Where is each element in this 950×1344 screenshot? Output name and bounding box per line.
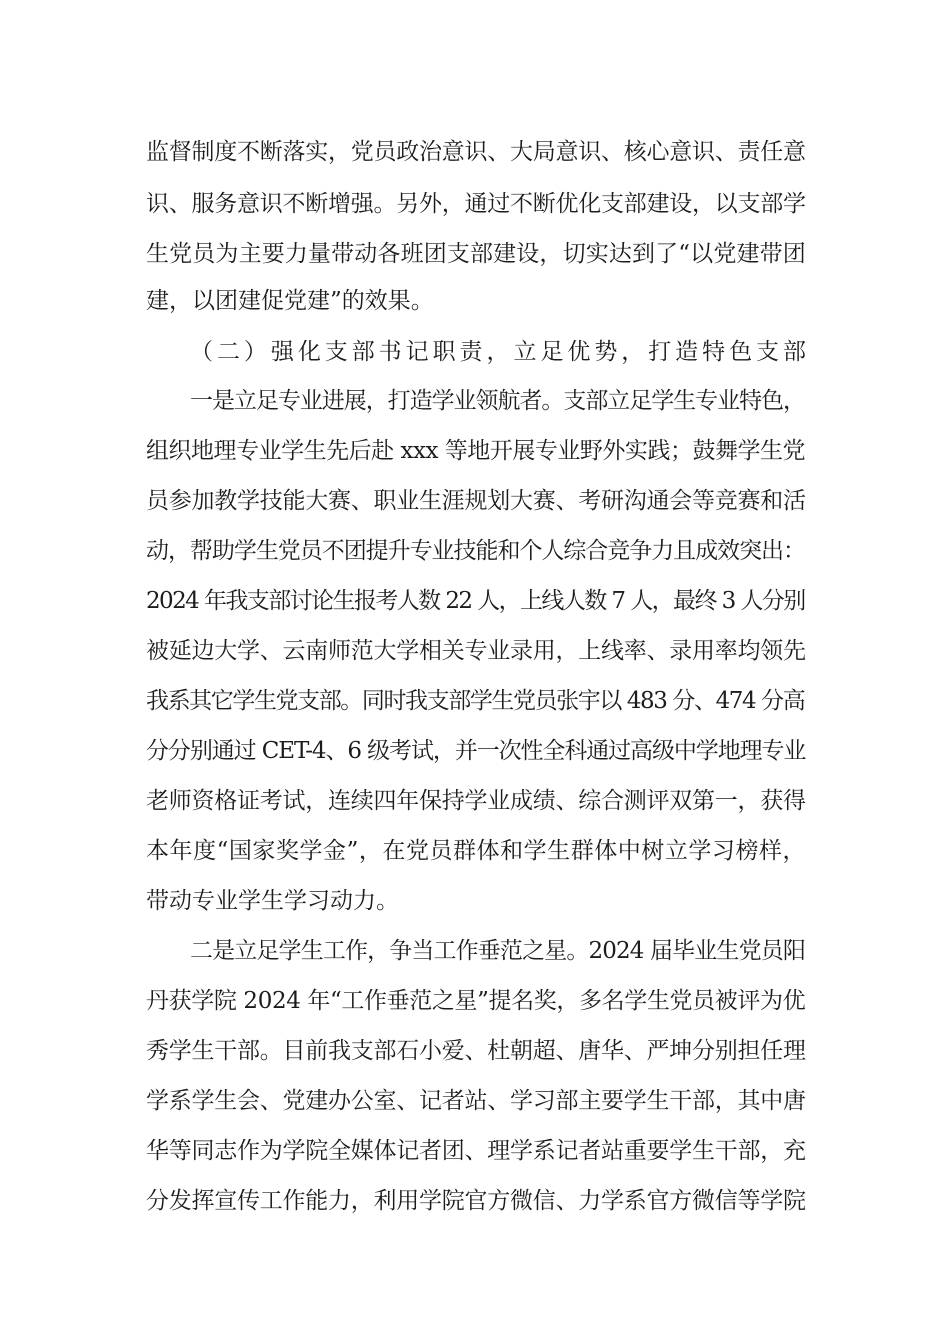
text-line: 学系学生会、党建办公室、记者站、学习部主要学生干部，其中唐 xyxy=(146,1088,806,1114)
text-line: 生党员为主要力量带动各班团支部建设，切实达到了“以党建带团 xyxy=(146,241,806,267)
text-line: 秀学生干部。目前我支部石小爱、杜朝超、唐华、严坤分别担任理 xyxy=(146,1038,806,1064)
text-line: 分分别通过 CET-4、6 级考试，并一次性全科通过高级中学地理专业 xyxy=(146,738,806,764)
text-line: 带动专业学生学习动力。 xyxy=(146,888,399,914)
text-line: 识、服务意识不断增强。另外，通过不断优化支部建设，以支部学 xyxy=(146,191,806,217)
text-line: 二是立足学生工作，争当工作垂范之星。2024 届毕业生党员阳 xyxy=(190,938,805,964)
text-line: 监督制度不断落实，党员政治意识、大局意识、核心意识、责任意 xyxy=(146,139,806,165)
text-line: 丹获学院 2024 年“工作垂范之星”提名奖，多名学生党员被评为优 xyxy=(146,988,806,1014)
text-line: 动，帮助学生党员不团提升专业技能和个人综合竞争力且成效突出： xyxy=(146,538,805,564)
text-line: 建，以团建促党建”的效果。 xyxy=(146,288,434,314)
section-heading: （二）强化支部书记职责，立足优势，打造特色支部 xyxy=(190,339,810,365)
text-line: 2024 年我支部讨论生报考人数 22 人，上线人数 7 人，最终 3 人分别 xyxy=(146,588,805,614)
text-line: 老师资格证考试，连续四年保持学业成绩、综合测评双第一，获得 xyxy=(146,788,806,814)
text-line: 分发挥宣传工作能力，利用学院官方微信、力学系官方微信等学院 xyxy=(146,1188,806,1214)
text-line: 被延边大学、云南师范大学相关专业录用，上线率、录用率均领先 xyxy=(146,638,806,664)
text-line: 本年度“国家奖学金”，在党员群体和学生群体中树立学习榜样， xyxy=(146,838,807,864)
text-line: 组织地理专业学生先后赴 xxx 等地开展专业野外实践；鼓舞学生党 xyxy=(146,438,806,464)
text-line: 一是立足专业进展，打造学业领航者。支部立足学生专业特色， xyxy=(190,388,805,414)
text-line: 华等同志作为学院全媒体记者团、理学系记者站重要学生干部，充 xyxy=(146,1138,806,1164)
text-line: 我系其它学生党支部。同时我支部学生党员张宇以 483 分、474 分高 xyxy=(146,688,805,714)
text-line: 员参加教学技能大赛、职业生涯规划大赛、考研沟通会等竞赛和活 xyxy=(146,488,806,514)
